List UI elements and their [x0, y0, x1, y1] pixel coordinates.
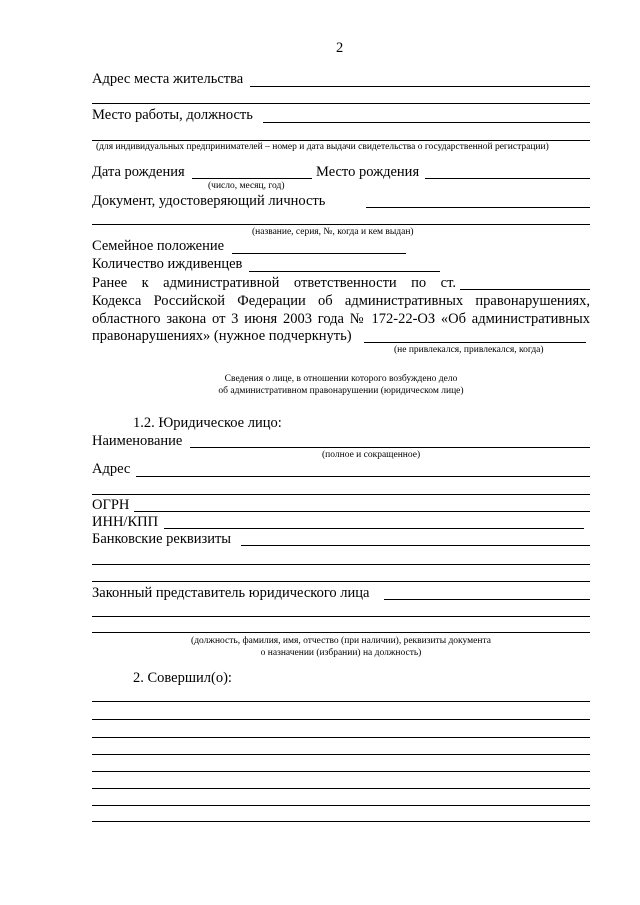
prior-liability-line-1: Ранее к административной ответственности по ст.	[92, 275, 456, 291]
legal-entity-section-title: 1.2. Юридическое лицо:	[133, 415, 282, 431]
committed-field-line[interactable]	[92, 754, 590, 755]
address-label: Адрес места жительства	[92, 71, 244, 87]
address-field-line[interactable]	[250, 86, 590, 87]
representative-label: Законный представитель юридического лица	[92, 585, 370, 601]
prior-liability-line-4: правонарушениях» (нужное подчеркнуть)	[92, 328, 352, 344]
prior-liability-field-line[interactable]	[364, 342, 586, 343]
legal-address-label: Адрес	[92, 461, 131, 477]
committed-field-line[interactable]	[92, 821, 590, 822]
legal-name-note: (полное и сокращенное)	[322, 450, 421, 460]
bank-details-label: Банковские реквизиты	[92, 531, 232, 547]
committed-field-line[interactable]	[92, 719, 590, 720]
representative-note-line-1: (должность, фамилия, имя, отчество (при наличии), реквизиты документа	[191, 636, 491, 646]
page-number: 2	[336, 40, 344, 56]
committed-field-line[interactable]	[92, 788, 590, 789]
inn-kpp-field-line[interactable]	[164, 528, 584, 529]
committed-field-line[interactable]	[92, 805, 590, 806]
id-document-field-line-2[interactable]	[92, 224, 590, 225]
dependents-label: Количество иждивенцев	[92, 256, 243, 272]
bank-details-field-line-2[interactable]	[92, 564, 590, 565]
committed-field-line[interactable]	[92, 737, 590, 738]
legal-address-field-line[interactable]	[136, 476, 590, 477]
birth-place-label: Место рождения	[316, 164, 420, 180]
prior-article-field-line[interactable]	[460, 289, 590, 290]
inn-kpp-label: ИНН/КПП	[92, 514, 159, 530]
legal-address-field-line-2[interactable]	[92, 494, 590, 495]
prior-liability-line-3: областного закона от 3 июня 2003 года № 172-22-ОЗ «Об административных	[92, 311, 590, 327]
workplace-label: Место работы, должность	[92, 107, 253, 123]
representative-note-line-2: о назначении (избрании) на должность)	[260, 648, 422, 658]
marital-status-label: Семейное положение	[92, 238, 225, 254]
birth-place-field-line[interactable]	[425, 178, 590, 179]
address-field-line-2[interactable]	[92, 103, 590, 104]
dependents-field-line[interactable]	[249, 271, 440, 272]
birth-date-note: (число, месяц, год)	[208, 181, 285, 191]
birth-date-field-line[interactable]	[192, 178, 312, 179]
birth-date-label: Дата рождения	[92, 164, 185, 180]
committed-field-line[interactable]	[92, 771, 590, 772]
bank-details-field-line-3[interactable]	[92, 581, 590, 582]
marital-status-field-line[interactable]	[232, 253, 406, 254]
id-document-label: Документ, удостоверяющий личность	[92, 193, 326, 209]
legal-heading-line-2: об административном правонарушении (юридическом лице)	[218, 386, 464, 396]
representative-field-line-3[interactable]	[92, 632, 590, 633]
id-document-field-line[interactable]	[366, 207, 590, 208]
committed-field-line[interactable]	[92, 701, 590, 702]
workplace-field-line-2[interactable]	[92, 140, 590, 141]
workplace-field-line[interactable]	[263, 122, 590, 123]
legal-heading-line-1: Сведения о лице, в отношении которого возбуждено дело	[224, 374, 458, 384]
legal-name-label: Наименование	[92, 433, 183, 449]
representative-field-line-2[interactable]	[92, 616, 590, 617]
ogrn-field-line[interactable]	[134, 511, 590, 512]
workplace-note: (для индивидуальных предпринимателей – номер и дата выдачи свидетельства о государственной регистрации)	[96, 142, 549, 152]
id-document-note: (название, серия, №, когда и кем выдан)	[252, 227, 414, 237]
committed-section-title: 2. Совершил(о):	[133, 670, 232, 686]
representative-field-line[interactable]	[384, 599, 590, 600]
ogrn-label: ОГРН	[92, 497, 130, 513]
bank-details-field-line[interactable]	[241, 545, 590, 546]
prior-liability-note: (не привлекался, привлекался, когда)	[394, 345, 544, 355]
legal-name-field-line[interactable]	[190, 447, 590, 448]
prior-liability-line-2: Кодекса Российской Федерации об административных правонарушениях,	[92, 293, 590, 309]
